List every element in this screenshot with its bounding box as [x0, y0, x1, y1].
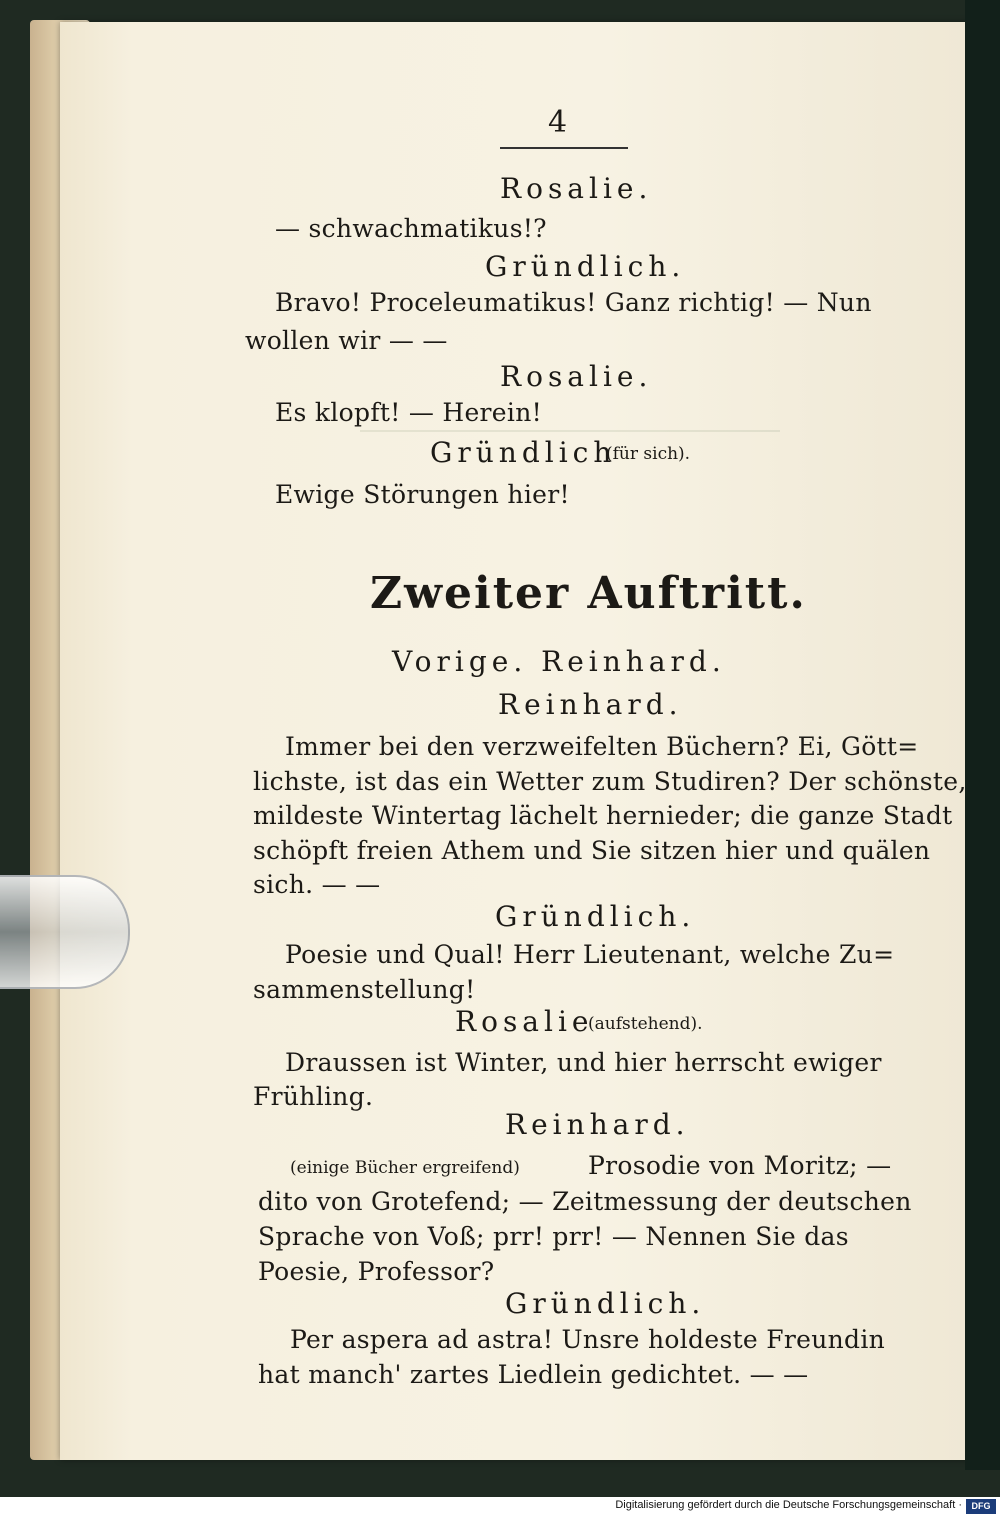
- speaker-name: Gründlich: [430, 436, 617, 469]
- text-line: Es klopft! — Herein!: [275, 398, 542, 427]
- speaker-name: Reinhard.: [505, 1108, 690, 1141]
- page-clip: [0, 875, 130, 989]
- speaker-name: Gründlich.: [505, 1287, 706, 1320]
- header-rule: [500, 147, 628, 149]
- text-line: mildeste Wintertag lächelt hernieder; die ganze Stadt: [253, 801, 953, 830]
- footer-bar: [0, 1497, 1000, 1518]
- stage-direction: (aufstehend).: [588, 1014, 703, 1034]
- text-line: Prosodie von Moritz; —: [588, 1151, 892, 1180]
- text-line: sammenstellung!: [253, 975, 476, 1004]
- text-line: Per aspera ad astra! Unsre holdeste Freundin: [290, 1325, 886, 1354]
- character-list: Vorige. Reinhard.: [392, 645, 726, 678]
- funding-note: Digitalisierung gefördert durch die Deutsche Forschungsgemeinschaft ·: [615, 1499, 962, 1511]
- text-line: schöpft freien Athem und Sie sitzen hier und quälen: [253, 836, 931, 865]
- page-number: 4: [548, 105, 568, 140]
- text-line: Poesie, Professor?: [258, 1257, 495, 1286]
- text-line: Bravo! Proceleumatikus! Ganz richtig! — Nun: [275, 288, 872, 317]
- speaker-name: Reinhard.: [498, 688, 683, 721]
- text-line: sich. — —: [253, 870, 381, 899]
- text-line: Poesie und Qual! Herr Lieutenant, welche Zu=: [285, 940, 895, 969]
- speaker-name: Gründlich.: [495, 900, 696, 933]
- text-line: lichste, ist das ein Wetter zum Studiren? Der schönste,: [253, 767, 967, 796]
- speaker-name: Rosalie.: [500, 360, 653, 393]
- text-line: Ewige Störungen hier!: [275, 480, 570, 509]
- text-line: wollen wir — —: [245, 326, 448, 355]
- scene-title: Zweiter Auftritt.: [370, 568, 807, 619]
- speaker-name: Rosalie.: [500, 172, 653, 205]
- text-line: Draussen ist Winter, und hier herrscht ewiger: [285, 1048, 882, 1077]
- text-line: dito von Grotefend; — Zeitmessung der deutschen: [258, 1187, 912, 1216]
- stage-direction: (für sich).: [606, 444, 691, 464]
- text-line: Immer bei den verzweifelten Büchern? Ei, Gött=: [285, 732, 919, 761]
- text-line: — schwachmatikus!?: [275, 214, 547, 243]
- dfg-logo: DFG: [966, 1499, 996, 1514]
- speaker-name: Rosalie: [455, 1005, 594, 1038]
- text-line: Sprache von Voß; prr! prr! — Nennen Sie das: [258, 1222, 849, 1251]
- text-line: Frühling.: [253, 1082, 374, 1111]
- text-line: hat manch' zartes Liedlein gedichtet. — —: [258, 1360, 809, 1389]
- stage-direction: (einige Bücher ergreifend): [290, 1158, 520, 1178]
- speaker-name: Gründlich.: [485, 250, 686, 283]
